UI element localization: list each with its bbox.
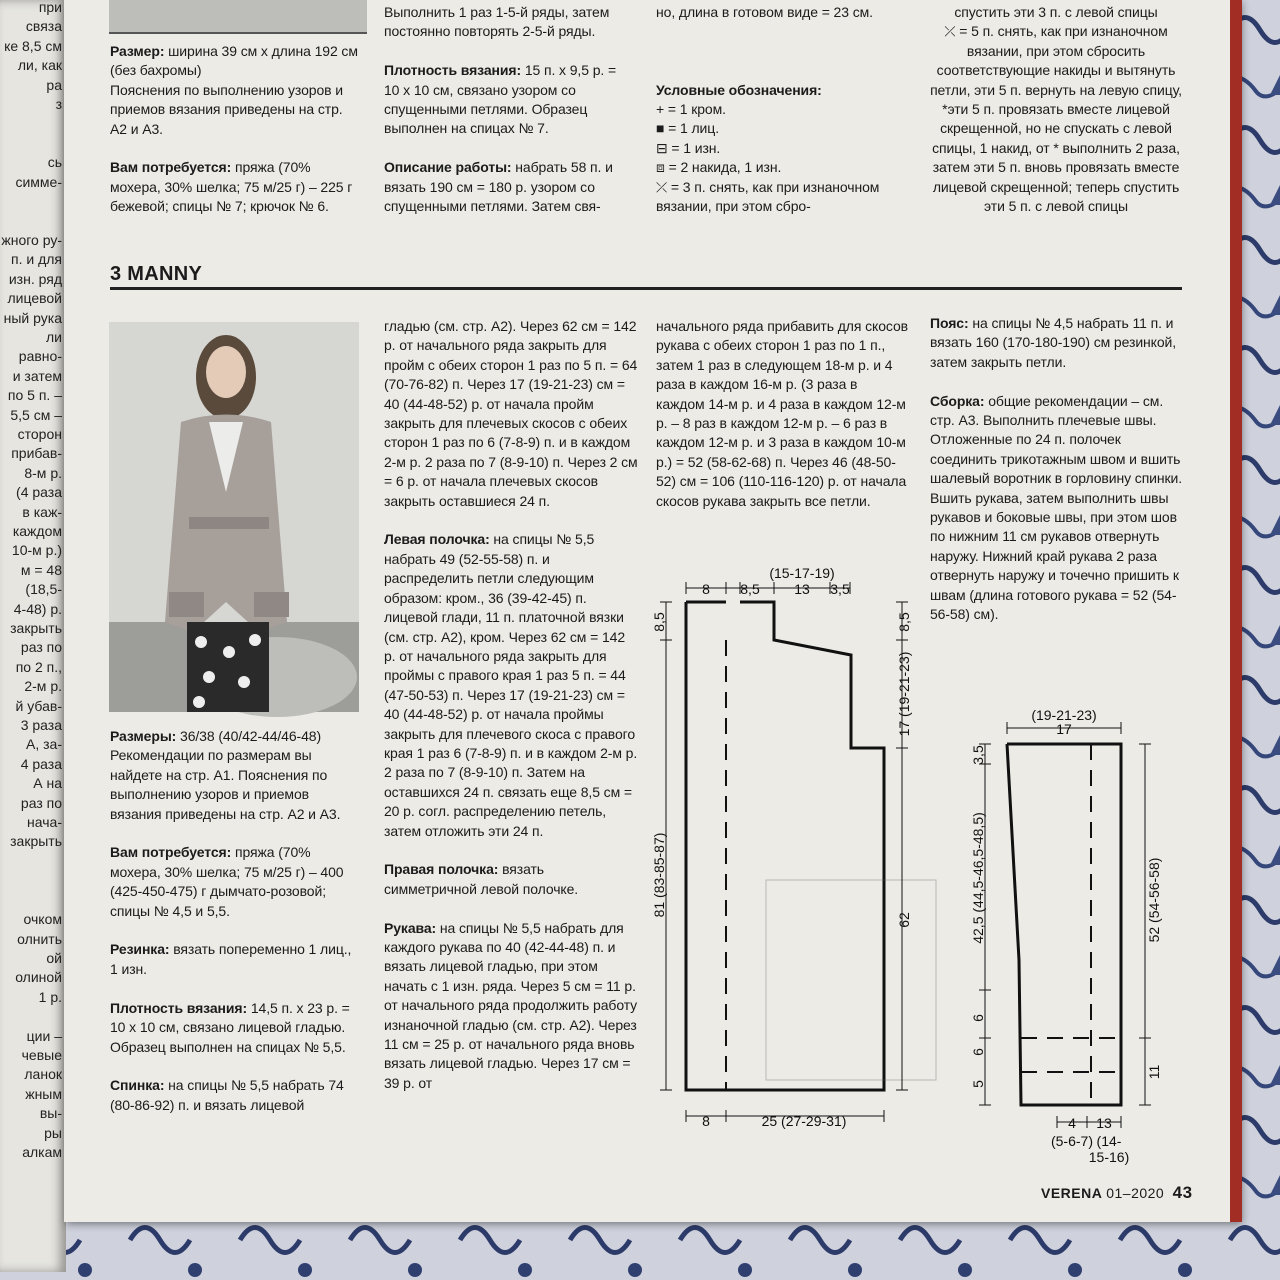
section-title: 3 MANNY: [110, 263, 203, 285]
dim-bottom-25: 25 (27-29-31): [761, 1113, 847, 1129]
dim-bottom-8: 8: [702, 1113, 710, 1129]
sleeve-left-6b: 6: [970, 1048, 986, 1056]
woman-in-cardigan-illustration: [109, 322, 359, 712]
manny-col3: начального ряда прибавить для скосов рукава с обеих сторон 1 раз по 1 п., затем 1 раз в следующем 18-м р. и 4 раза в каждом 16-м р. (3 раза в каждом 14-м р. и 4 раза в каждом 12-м р. – 8 раз в каждом 12-м р. – 6 раз в каждом 12-м р. и 3 раза в каждом 10-м р.) = 52 (58-62-68) п. Через 46 (48-50-52) см = 106 (110-116-120) р. от начала скосов рукава закрыть все петли.: [656, 318, 908, 509]
previous-model-photo-bottom: [109, 0, 367, 34]
magazine-name: VERENA: [1041, 1185, 1102, 1201]
sleeve-left-35: 3,5: [970, 745, 986, 765]
dim-top-range: (15-17-19): [769, 565, 835, 581]
sleeve-outline: [1007, 744, 1121, 1105]
sleeve-right-11: 11: [1146, 1064, 1162, 1080]
manny-col2: гладью (см. стр. А2). Через 62 см = 142 р. от начального ряда закрыть для пройм с обеих сторон 1 раз по 5 п. = 64 (70-76-82) п. Через 17 (19-21-23) см = 40 (44-48-52) р. от начала пройм закрыть для плечевых скосов с обеих сторон 1 раз по 6 (7-8-9) п. и в каждом 2-м р. 2 раза по 7 (8-9-10) п. Через 2 см = 6 р. от начала плечевых скосов закрыть оставшиеся 24 п. Левая полочка: на спицы № 5,5 набрать 49 (52-55-58) п. и распределить петли следующим образом: кром., 36 (39-42-45) п. лицевой глади, 11 п. платочной вязки (см. стр. А2), кром. Через 62 см = 142 р. от начального ряда закрыть для проймы с правого края 1 раз 5 п. = 44 (47-50-53) п. Через 17 (19-21-23) см = 40 (44-48-52) р. от начала проймы закрыть для плечевого скоса с правого края 1 раз 6 (7-8-9) п. и в каждом 2-м р. 2 раза по 7 (8-9-10) п. Затем на оставшихся 24 п. связать еще 8,5 см = 20 р. согл. распределению петель, затем отложить эти 24 п. Правая полочка: вязать симметричной левой полочке. Рукава: на спицы № 5,5 набрать для каждого рукава по 40 (42-44-48) п. и вязать лицевой гладью, при этом начать с 1 изн. ряда. Через 5 см = 11 р. от начального ряда продолжить работу изнаночной гладью (см. стр. А2). Через 11 см = 25 р. от начального ряда вновь вязать лицевой гладью. Через 17 см = 39 р. от: [384, 318, 638, 1091]
dim-top-8: 8: [702, 581, 710, 597]
manny-col1: Размеры: 36/38 (40/42-44/46-48) Рекомендации по размерам вы найдете на стр. А1. Пояснения по выполнению узоров и приемов вязания приведены на стр. А2 и А3. Вам потребуется: пряжа (70% мохера, 30% шелка; 75 м/25 г) – 400 (425-450-475) г дымчато-розовой; спицы № 4,5 и 5,5. Резинка: вязать попеременно 1 лиц., 1 изн. Плотность вязания: 14,5 п. х 23 р. = 10 х 10 см, связано лицевой гладью. Образец выполнен на спицах № 5,5. Спинка: на спицы № 5,5 набрать 74 (80-86-92) п. и вязать лицевой: [110, 728, 352, 1113]
dim-top-85: 8,5: [740, 581, 760, 597]
sleeve-bottom-13-range: (14-15-16): [1088, 1133, 1130, 1165]
sleeve-left-425: 42,5 (44,5-46,5-48,5): [970, 812, 986, 944]
section-rule: [110, 287, 1182, 290]
manny-col4: Пояс: на спицы № 4,5 набрать 11 п. и вязать 160 (170-180-190) см резинкой, затем закрыть петли. Сборка: общие рекомендации – см. стр. А3. Выполнить плечевые швы. Отложенные по 24 п. полочек соединить трикотажным швом и вшить шалевый воротник в горловину спинки. Вшить рукава, затем выполнить швы рукавов и боковые швы, при этом шов по нижним 11 см рукавов отвернуть наружу. Нижний край рукава 2 раза отвернуть наружу и точечно пришить к швам (длина готового рукава = 52 (54-56-58) см).: [930, 315, 1183, 623]
front-outline: [686, 602, 884, 1090]
sleeve-left-6: 6: [970, 1014, 986, 1022]
dim-right-armhole: 17 (19-21-23): [896, 651, 912, 737]
dim-right-85: 8,5: [896, 612, 912, 632]
page-footer: [1041, 1183, 1193, 1203]
prev-model-col4: спустить эти 3 п. с левой спицы ⤫ = 5 п. снять, как при изнаночном вязании, при этом сбросить соответствующие накиды и вытянуть петли, эти 5 п. вернуть на левую спицу, *эти 5 п. провязать вместе лицевой скрещенной, но не спускать с левой спицы, 1 накид, от * выполнить 2 раза, затем эти 5 п. вновь провязать вместе лицевой скрещенной; теперь спустить эти 5 п. с левой спицы: [930, 4, 1182, 215]
page-number: 43: [1172, 1183, 1193, 1202]
prev-model-col2: Выполнить 1 раз 1-5-й ряды, затем постоянно повторять 2-5-й ряды. Плотность вязания: 15 п. х 9,5 р. = 10 х 10 см, связано узором со спущенными петлями. Образец выполнен на спицах № 7. Описание работы: набрать 58 п. и вязать 190 см = 180 р. узором со спущенными петлями. Затем свя-: [384, 4, 617, 215]
sleeve-bottom-13: 13: [1096, 1115, 1112, 1131]
sleeve-top-17: 17: [1056, 721, 1072, 737]
sleeve-schematic: [959, 700, 1162, 1180]
previous-page-edge: [0, 0, 66, 1272]
dim-left-total: 81 (83-85-87): [651, 832, 667, 918]
dim-top-35: 3,5: [830, 581, 850, 597]
prev-model-col1: Размер: ширина 39 см х длина 192 см (без бахромы) Пояснения по выполнению узоров и приемов вязания приведены на стр. А2 и А3. Вам потребуется: пряжа (70% мохера, 30% шелка; 75 м/25 г) – 225 г бежевой; спицы № 7; крючок № 6.: [110, 43, 358, 215]
magazine-page: [64, 0, 1240, 1222]
dim-right-62: 62: [896, 912, 912, 928]
sleeve-bottom-4: 4: [1068, 1115, 1076, 1131]
sleeve-top-range: (19-21-23): [1031, 707, 1097, 723]
sleeve-bottom-4-range: (5-6-7): [1050, 1133, 1094, 1149]
sleeve-right-52: 52 (54-56-58): [1146, 857, 1162, 943]
sleeve-left-5: 5: [970, 1080, 986, 1088]
model-photo: [109, 322, 359, 712]
body-schematic: [651, 560, 944, 1140]
page-edge-red-strip: [1230, 0, 1242, 1222]
prev-model-col3: но, длина в готовом виде = 23 см. Условные обозначения: + = 1 кром. ■ = 1 лиц. ⊟ = 1 изн. ⧈ = 2 накида, 1 изн. ⤫ = 3 п. снять, как при изнаночном вязании, при этом сбро-: [656, 4, 880, 215]
previous-page-text-fragments: при связа ке 8,5 см ли, как ра з сь симме- жного ру- п. и для изн. ряд лицевой ный рука ли равно- и затем по 5 п. – 5,5 см – сторон прибав- 8-м р. (4 раза в каж- каждом 10-м р.) м = 48 (18,5- 4-48) р. закрыть раз по по 2 п., 2-м р. й убав- 3 раза А, за- 4 раза А на раз по нача- закрыть очком олнить ой олиной 1 р. ции – чевые ланок жным вы- ры алкам: [1, 0, 62, 1160]
magazine-issue: 01–2020: [1106, 1185, 1165, 1201]
dim-left-85: 8,5: [651, 612, 667, 632]
dim-top-13: 13: [794, 581, 810, 597]
